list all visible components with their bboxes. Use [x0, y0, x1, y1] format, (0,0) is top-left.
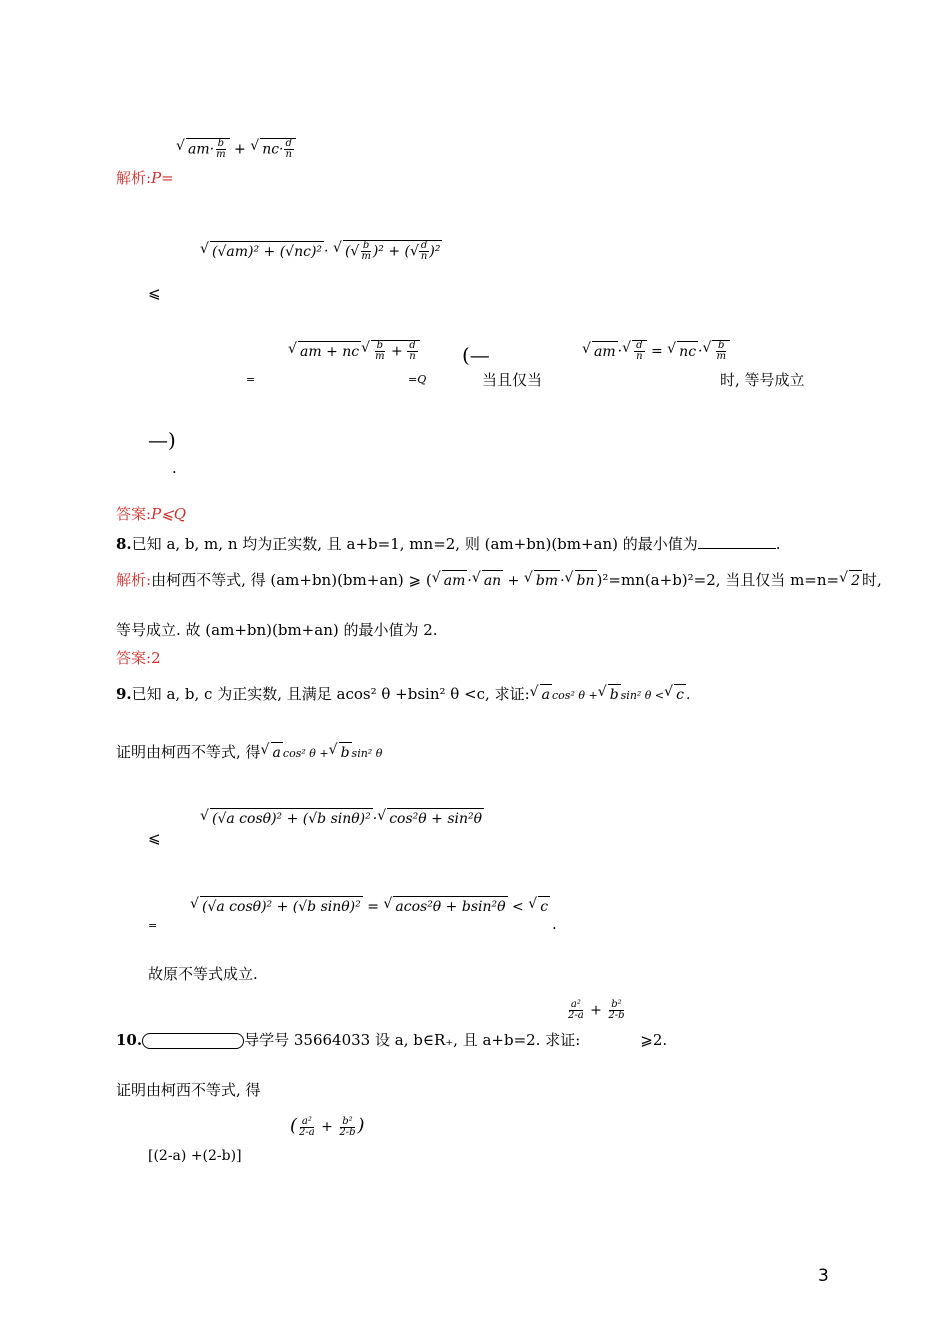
- p-prefix: P=: [151, 169, 174, 187]
- formula-equality-condition: √ am · √ $\frac{d}{n}$ = √ nc · √ $\frac{b}{m}$: [582, 340, 730, 362]
- formula-roots-sum: √ am · √ an + √ bm · √ bn: [431, 570, 595, 589]
- answer-value: 2: [151, 649, 161, 667]
- solution-8: 解析:由柯西不等式, 得 (am+bn)(bm+an) ⩾ ( √ am · √ an + √ bm · √ bn )²=mn(a+b)²=2, 当且仅当 m=n= √ 2 时,: [116, 570, 882, 589]
- formula-sqrt2: √ 2: [839, 570, 861, 589]
- proof-9-conclusion: 故原不等式成立.: [148, 965, 258, 983]
- eq-q: =Q: [408, 373, 427, 386]
- paren-open: (—: [462, 343, 490, 367]
- eq-sign-1: =: [246, 373, 256, 386]
- period-2: .: [552, 915, 557, 933]
- paren-close: —): [148, 428, 176, 452]
- formula-p-definition: √ am· $\frac{b}{m}$ + √ nc· $\frac{d}{n}$: [176, 138, 296, 160]
- formula-cauchy-9: √ (√a cosθ)² + (√b sinθ)² · √ cos²θ + sin²θ: [200, 808, 483, 827]
- bracket-expression: [(2-a) +(2-b)]: [148, 1148, 242, 1164]
- question-number: 9.: [116, 685, 132, 703]
- answer-label: 答案:: [116, 505, 152, 523]
- period-1: .: [172, 459, 177, 477]
- question-8: 8.已知 a, b, m, n 均为正实数, 且 a+b=1, mn=2, 则 (am+bn)(bm+an) 的最小值为 .: [116, 535, 781, 553]
- leq-sign-2: ⩽: [148, 829, 161, 847]
- only-when-text: 当且仅当: [482, 371, 543, 389]
- formula-result-9: √ (√a cosθ)² + (√b sinθ)² = √ acos²θ + bsin²θ < √ c: [190, 896, 549, 915]
- eq-sign-2: =: [148, 919, 158, 932]
- proof-9-start: 证明由柯西不等式, 得 √ a cos² θ + √ b sin² θ: [116, 742, 383, 761]
- solution-label: 解析:: [116, 571, 152, 589]
- question-9: [116, 684, 690, 706]
- question-number: 8.: [116, 535, 132, 553]
- question-text: 已知 a, b, m, n 均为正实数, 且 a+b=1, mn=2, 则 (am+bn)(bm+an) 的最小值为: [131, 535, 698, 553]
- question-10: 10. 导学号 35664033 设 a, b∈R₊, 且 a+b=2. 求证: ⩾2.: [116, 1031, 668, 1049]
- answer-blank: [698, 534, 776, 549]
- sol7-first-line: [116, 168, 174, 188]
- answer-value: P⩽Q: [151, 505, 187, 523]
- page-number: 3: [818, 1266, 829, 1286]
- solution-8-line-2: 等号成立. 故 (am+bn)(bm+an) 的最小值为 2.: [116, 621, 438, 639]
- answer-8: [116, 648, 161, 668]
- formula-lhs: √ a cos² θ + √ b sin² θ: [260, 742, 383, 761]
- question-number: 10.: [116, 1031, 143, 1049]
- answer-label: 答案:: [116, 649, 152, 667]
- formula-claim: √ a cos² θ + √ b sin² θ < √ c .: [529, 684, 691, 703]
- proof-10-start: 证明由柯西不等式, 得: [116, 1081, 261, 1099]
- equality-holds-text: 时, 等号成立: [720, 371, 805, 389]
- guide-badge: [142, 1033, 244, 1049]
- formula-cauchy-expansion: √ (√am)² + (√nc)² · √ (√ $\frac{b}{m}$ )² + (√ $\frac{d}{n}$ )²: [200, 240, 441, 262]
- formula-q10-claim: $\frac{\text{a²}}{2-a}$ + $\frac{\text{b²}}{2-b}$: [568, 999, 625, 1021]
- formula-sum-root: √ am + nc √ $\frac{b}{m}$ + $\frac{d}{n}$: [288, 340, 420, 362]
- question-text: 已知 a, b, c 为正实数, 且满足 acos² θ +bsin² θ <c, 求证:: [131, 685, 530, 703]
- leq-sign-1: ⩽: [148, 284, 161, 302]
- question-text: 导学号 35664033 设 a, b∈R₊, 且 a+b=2. 求证:: [244, 1031, 581, 1049]
- answer-7: [116, 504, 186, 524]
- formula-q10-proof: ( $\frac{\text{a²}}{2-a}$ + $\frac{\text{b²}}{2-b}$ ): [290, 1115, 365, 1138]
- solution-label: 解析:: [116, 169, 152, 187]
